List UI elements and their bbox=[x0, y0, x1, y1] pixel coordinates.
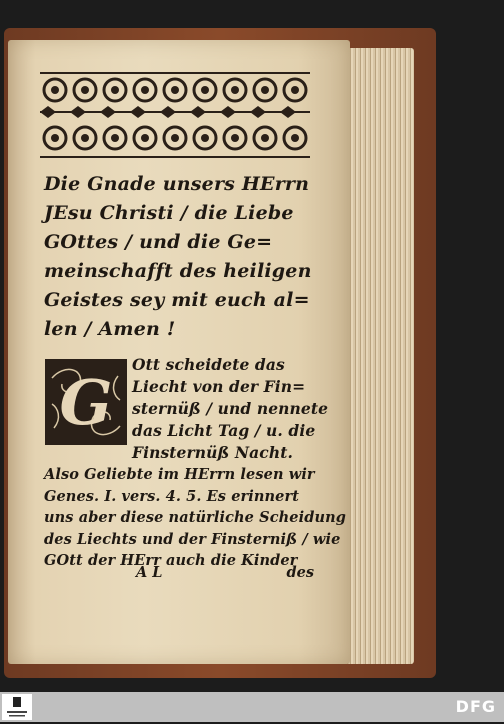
heading-line: Die Gnade unsers HErrn bbox=[44, 173, 310, 195]
heading-line: meinschafft des heiligen bbox=[44, 260, 312, 282]
heading-line: GOttes / und die Ge= bbox=[44, 231, 273, 253]
ornament-band bbox=[40, 72, 310, 158]
signature-mark: A L bbox=[136, 564, 163, 581]
body-line: des Liechts und der Finsterniß / wie bbox=[44, 530, 341, 548]
body-line: Ott scheidete das bbox=[132, 355, 285, 374]
body-line: Genes. I. vers. 4. 5. Es erinnert bbox=[44, 487, 300, 505]
catchword-line bbox=[44, 564, 314, 584]
decorated-initial bbox=[44, 358, 128, 446]
full-lines bbox=[44, 464, 346, 572]
heading-line: Geistes sey mit euch al= bbox=[44, 289, 310, 311]
svg-text:G: G bbox=[59, 366, 113, 439]
body-line: GOtt der HErr auch die Kinder bbox=[44, 552, 298, 569]
body-line: sternüß / und nennete bbox=[132, 399, 329, 418]
heading-line: len / Amen ! bbox=[44, 318, 176, 340]
body-line: uns aber diese natürliche Scheidung bbox=[44, 509, 346, 526]
heading-line: JEsu Christi / die Liebe bbox=[44, 202, 294, 224]
library-logo[interactable] bbox=[2, 694, 32, 720]
page-edges bbox=[348, 48, 414, 664]
catchword: des bbox=[286, 564, 314, 581]
library-logo-icon bbox=[2, 694, 32, 720]
viewer-footer-bar bbox=[0, 692, 504, 722]
indented-lines bbox=[132, 354, 329, 464]
heading-blessing bbox=[44, 170, 312, 344]
body-line: Liecht von der Fin= bbox=[132, 377, 306, 396]
body-line: Also Geliebte im HErrn lesen wir bbox=[44, 466, 315, 483]
dfg-logo[interactable]: DFG bbox=[455, 697, 496, 716]
body-line: Finsternüß Nacht. bbox=[132, 443, 293, 462]
body-line: das Licht Tag / u. die bbox=[132, 421, 316, 440]
